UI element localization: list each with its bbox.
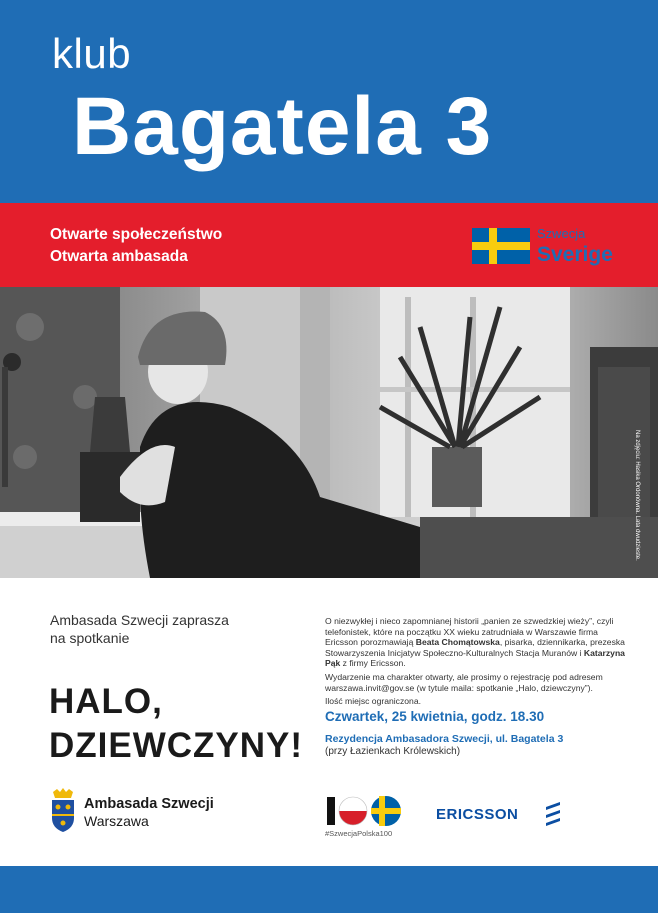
sweden-logo-top: Szwecja	[537, 226, 586, 241]
venue-note: (przy Łazienkach Królewskich)	[325, 746, 461, 757]
club-label: klub	[52, 30, 132, 77]
event-title-line-1: HALO,	[49, 682, 163, 721]
invitation-line-1: Ambasada Szwecji zaprasza	[50, 612, 229, 628]
historic-photo	[0, 287, 658, 578]
embassy-name: Ambasada Szwecji	[84, 796, 214, 812]
event-title-line-2: DZIEWCZYNY!	[49, 726, 304, 765]
tagline-2: Otwarta ambasada	[50, 248, 188, 265]
event-date: Czwartek, 25 kwietnia, godz. 18.30	[325, 709, 545, 724]
bottom-banner	[0, 866, 658, 913]
hashtag: #SzwecjaPolska100	[325, 829, 393, 838]
event-venue: Rezydencja Ambasadora Szwecji, ul. Bagatela 3	[325, 733, 564, 745]
sweden-logo-bottom: Sverige	[537, 243, 613, 266]
invitation-line-2: na spotkanie	[50, 630, 130, 646]
coat-of-arms-icon	[49, 788, 77, 832]
speaker-name-2: Katarzyna Pąk	[325, 647, 625, 669]
speaker-name-1: Beata Chomątowska	[415, 637, 500, 648]
registration-info: Wydarzenie ma charakter otwarty, ale prosimy o rejestrację pod adresem warszawa.invit@gov.se (w tytule maila: spotkanie „Halo, dziewczyny”).	[325, 671, 603, 693]
photo-credit: Na zdjęciu: Hasika Ordonówna. Lata dwudzieste.	[634, 430, 640, 561]
ericsson-wordmark: ERICSSON	[436, 806, 519, 823]
tagline-1: Otwarte społeczeństwo	[50, 226, 223, 243]
swedish-flag-icon	[472, 228, 530, 264]
sweden-poland-100-logo-icon	[325, 795, 403, 827]
embassy-city: Warszawa	[84, 813, 149, 829]
ericsson-logo-icon	[543, 801, 563, 827]
capacity-note: Ilość miejsc ograniczona.	[325, 696, 422, 707]
event-description: O niezwykłej i nieco zapomnianej historii „panien ze szwedzkiej wieży”, czyli telefonistek, które na początku XX wieku zatrudniała w Warszawie firma Ericsson porozmawiają Beata Chomątowska, pisarka, dziennikarka, prezeska Stowarzyszenia Inicjatyw Społeczno-Kulturalnych Stacja Muranów i Katarzyna Pąk z firmy Ericsson. Wydarzenie ma charakter otwarty, ale prosimy o rejestrację pod adresem warszawa.invit@gov.se (w tytule maila: spotkanie „Halo, dziewczyny”). Ilość miejsc ograniczona.	[325, 616, 625, 707]
poster-title: Bagatela 3	[72, 81, 493, 172]
